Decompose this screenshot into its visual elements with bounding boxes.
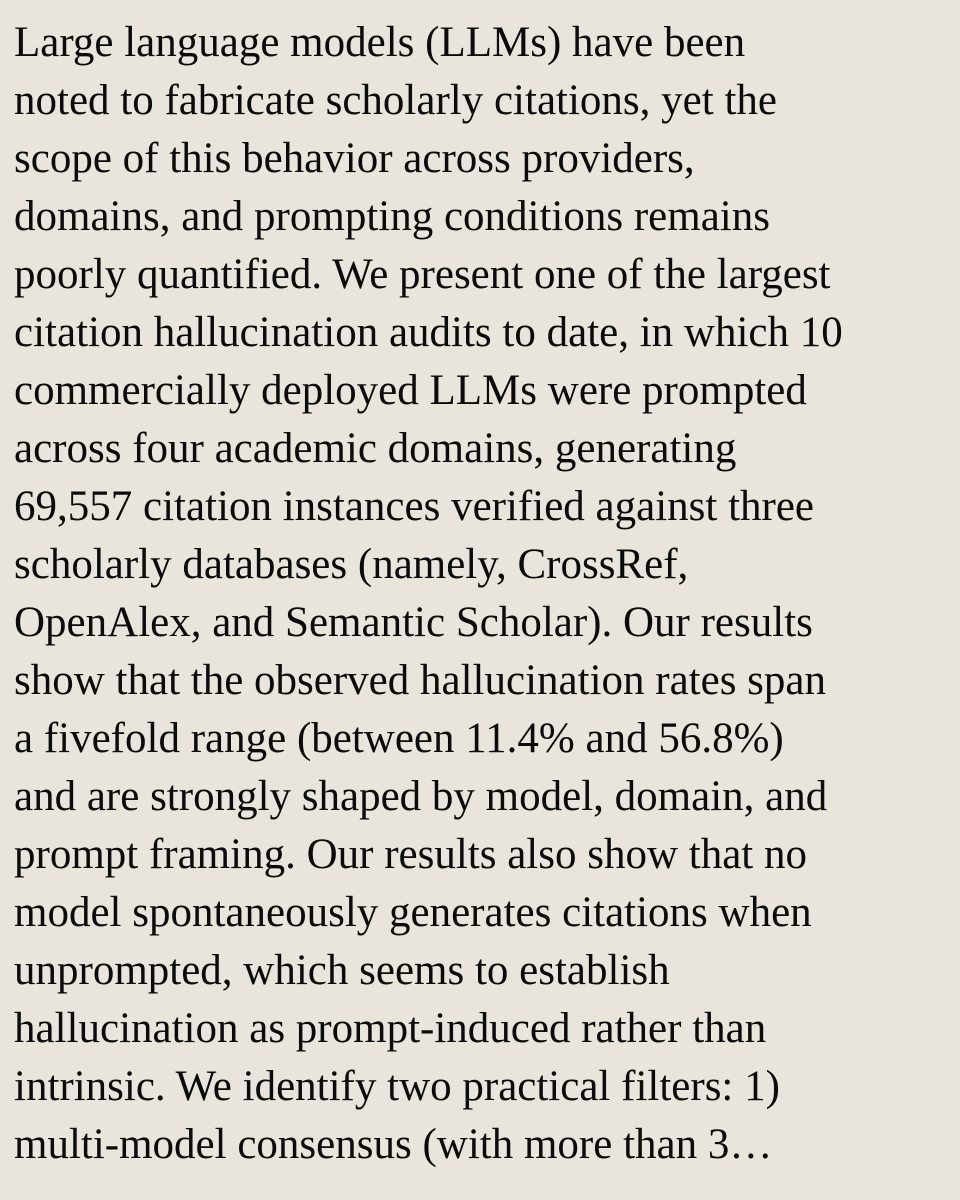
abstract-line: citation hallucination audits to date, in which 10	[14, 309, 843, 356]
abstract-line: and are strongly shaped by model, domain, and	[14, 773, 828, 820]
abstract-line: multi-model consensus (with more than 3…	[14, 1121, 773, 1168]
abstract-line: noted to fabricate scholarly citations, yet the	[14, 77, 777, 124]
abstract-line: domains, and prompting conditions remains	[14, 193, 770, 240]
abstract-line: Large language models (LLMs) have been	[14, 19, 746, 66]
abstract-line: across four academic domains, generating	[14, 425, 737, 472]
abstract-line: intrinsic. We identify two practical filters: 1)	[14, 1063, 780, 1110]
abstract-line: 69,557 citation instances verified against three	[14, 483, 815, 530]
abstract-text	[14, 14, 946, 1174]
abstract-line: scholarly databases (namely, CrossRef,	[14, 541, 689, 588]
abstract-line: prompt framing. Our results also show that no	[14, 831, 808, 878]
abstract-line: show that the observed hallucination rates span	[14, 657, 827, 704]
abstract-line: a fivefold range (between 11.4% and 56.8%)	[14, 715, 784, 762]
abstract-line: commercially deployed LLMs were prompted	[14, 367, 807, 414]
abstract-line: poorly quantified. We present one of the largest	[14, 251, 831, 298]
abstract-line: hallucination as prompt-induced rather than	[14, 1005, 767, 1052]
abstract-line: model spontaneously generates citations when	[14, 889, 812, 936]
abstract-line: scope of this behavior across providers,	[14, 135, 695, 182]
abstract-line: OpenAlex, and Semantic Scholar). Our results	[14, 599, 813, 646]
abstract-line: unprompted, which seems to establish	[14, 947, 670, 994]
